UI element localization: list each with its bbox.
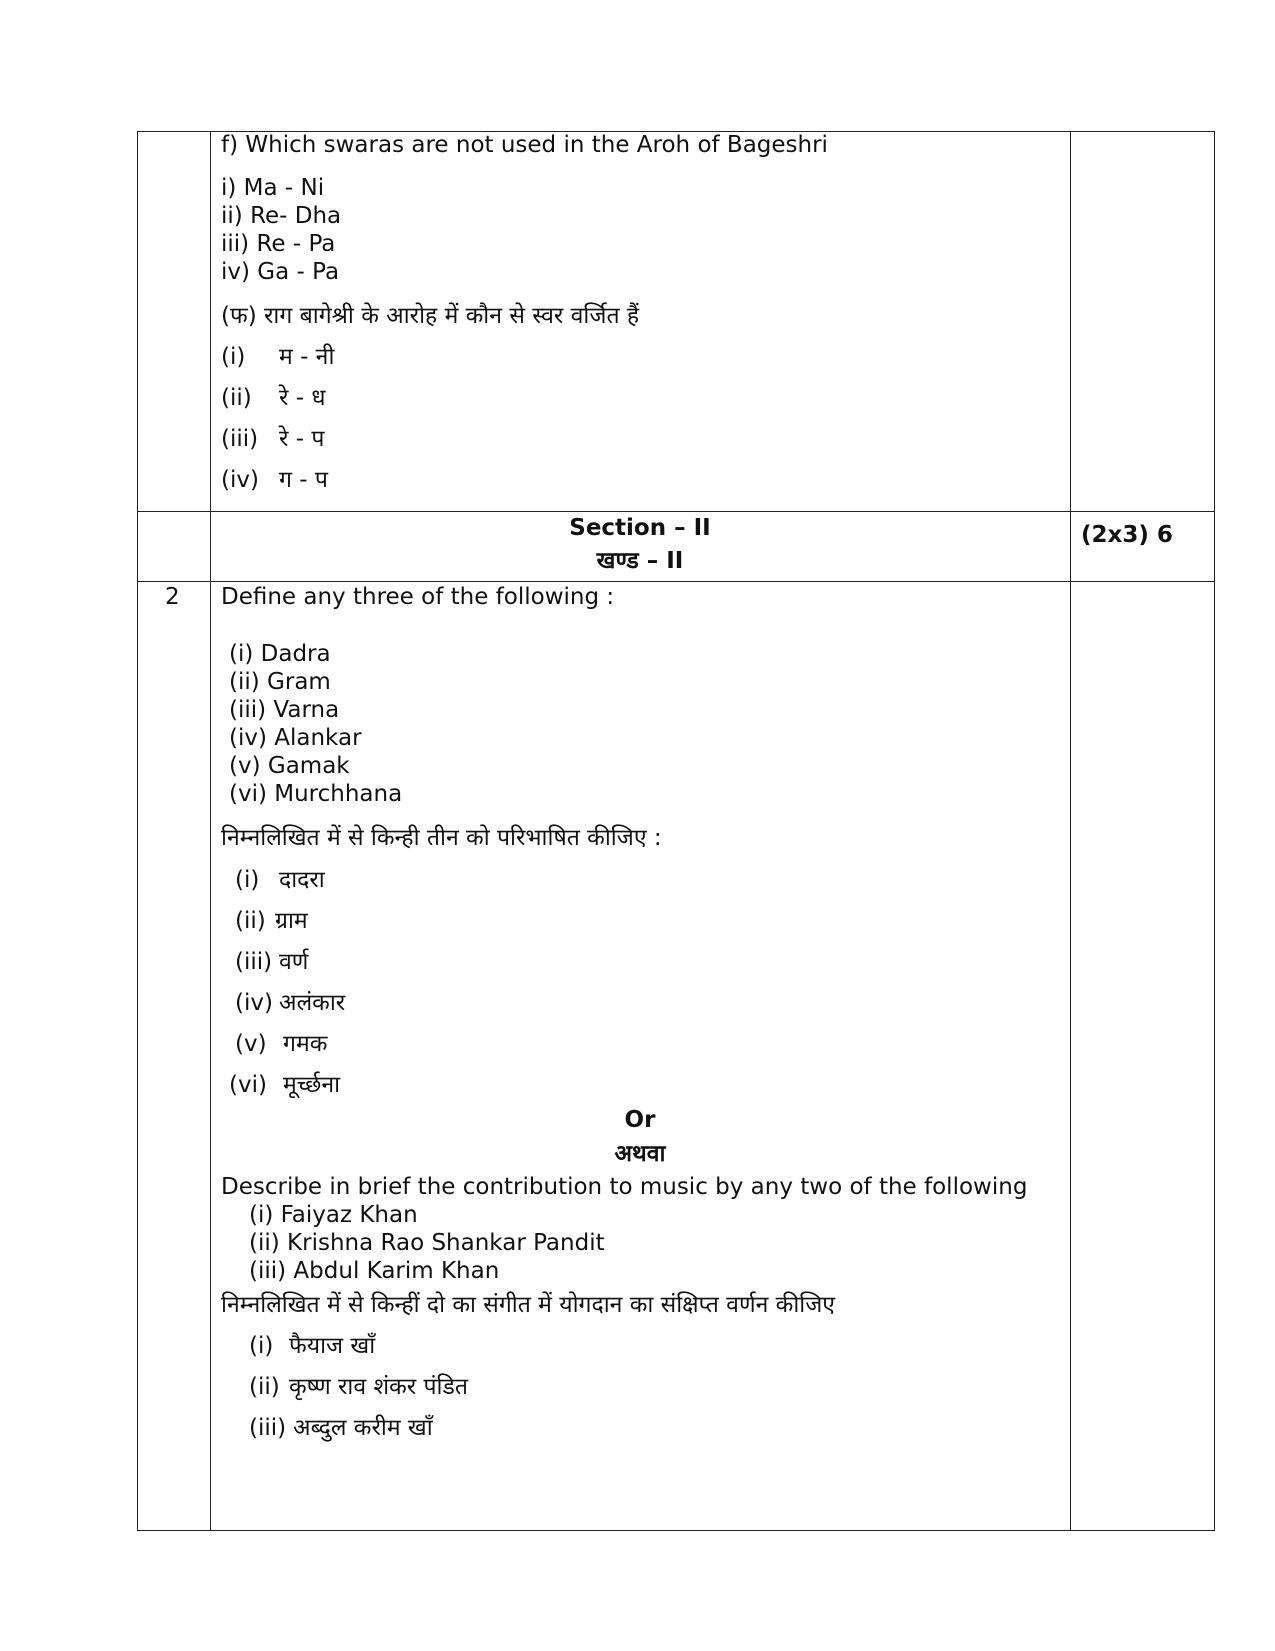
list-item: (ii) ग्राम [235,908,308,934]
list-item: iii) Re - Pa [221,231,336,257]
list-item: (iv) अलंकार [235,990,346,1016]
list-item: (vi) मूर्च्छना [229,1072,341,1098]
list-item: (iii) Abdul Karim Khan [249,1258,500,1284]
or-separator-hi: अथवा [614,1141,666,1167]
or-separator: Or [624,1107,656,1133]
list-item: (v) गमक [235,1031,328,1057]
alt-question-hi: निम्नलिखित में से किन्हीं दो का संगीत में योगदान का संक्षिप्त वर्णन कीजिए [221,1292,836,1318]
list-item: (i) Dadra [229,641,331,667]
list-item: (v) Gamak [229,753,350,779]
section-title: Section – II [569,515,711,541]
list-item: (iv) ग - प [221,467,328,493]
list-item: i) Ma - Ni [221,175,325,201]
row-divider [137,511,1215,512]
list-item: (iii) वर्ण [235,949,309,975]
column-divider-marks [1070,131,1071,1531]
list-item: (i) Faiyaz Khan [249,1202,418,1228]
list-item: (iv) Alankar [229,725,362,751]
list-item: iv) Ga - Pa [221,259,340,285]
list-item: (ii) रे - ध [221,385,326,411]
question-paper-table [137,131,1215,1531]
question-f-en: f) Which swaras are not used in the Aroh of Bageshri [221,132,828,158]
list-item: (ii) Krishna Rao Shankar Pandit [249,1230,605,1256]
list-item: ii) Re- Dha [221,203,342,229]
alt-question-en: Describe in brief the contribution to music by any two of the following [221,1174,1028,1200]
list-item: (vi) Murchhana [229,781,403,807]
list-item: (i) म - नी [221,344,335,370]
question-2-en: Define any three of the following : [221,584,615,610]
question-number: 2 [165,584,180,610]
list-item: (ii) Gram [229,669,331,695]
question-f-hi: (फ) राग बागेश्री के आरोह में कौन से स्वर वर्जित हैं [221,303,640,329]
list-item: (ii) कृष्ण राव शंकर पंडित [249,1374,468,1400]
section-marks: (2x3) 6 [1081,522,1173,548]
list-item: (i) दादरा [235,867,325,893]
row-divider [137,581,1215,582]
list-item: (iii) अब्दुल करीम खाँ [249,1415,433,1441]
list-item: (iii) Varna [229,697,340,723]
column-divider-number [210,131,211,1531]
section-title-hi: खण्ड – II [596,548,684,574]
list-item: (iii) रे - प [221,426,325,452]
question-2-hi: निम्नलिखित में से किन्ही तीन को परिभाषित कीजिए : [221,825,662,851]
list-item: (i) फैयाज खाँ [249,1333,376,1359]
